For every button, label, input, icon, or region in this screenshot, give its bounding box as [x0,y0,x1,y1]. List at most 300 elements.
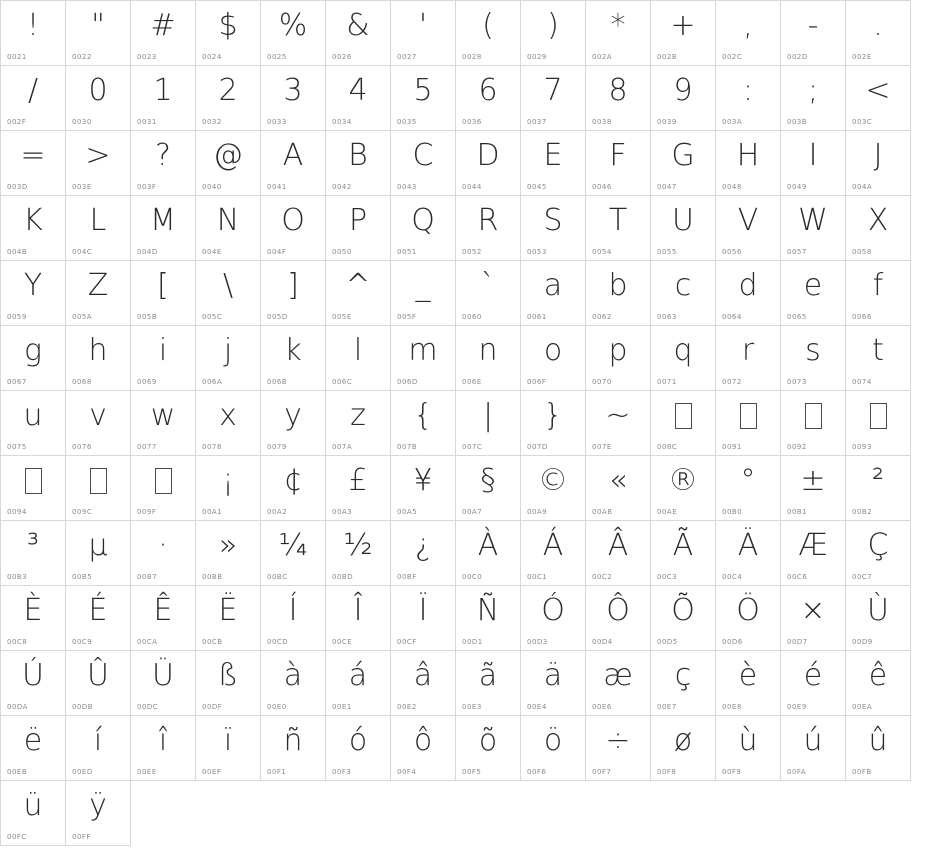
glyph-cell[interactable] [456,131,521,196]
glyph-cell[interactable] [521,391,586,456]
glyph-cell[interactable] [456,521,521,586]
glyph-cell[interactable] [846,456,911,521]
glyph-cell[interactable] [391,391,456,456]
glyph-codepoint: 00A9 [527,508,548,516]
glyph-character: y [284,398,302,433]
glyph-cell[interactable] [716,131,781,196]
glyph-codepoint: 007D [527,443,548,451]
glyph-cell[interactable] [391,586,456,651]
glyph-cell[interactable] [196,196,261,261]
glyph-codepoint: 00C6 [787,573,808,581]
glyph-cell[interactable] [716,586,781,651]
glyph-cell[interactable] [781,716,846,781]
glyph-cell[interactable] [196,521,261,586]
glyph-character: s [805,333,821,368]
glyph-cell[interactable] [456,196,521,261]
glyph-cell[interactable] [131,456,196,521]
glyph-character: * [610,8,626,43]
glyph-cell[interactable] [716,716,781,781]
glyph-cell[interactable] [196,586,261,651]
glyph-cell[interactable] [261,651,326,716]
glyph-cell[interactable] [586,651,651,716]
glyph-codepoint: 004F [267,248,287,256]
glyph-cell[interactable] [196,716,261,781]
glyph-cell[interactable] [716,391,781,456]
glyph-cell[interactable] [586,326,651,391]
glyph-cell[interactable] [131,196,196,261]
glyph-cell[interactable] [391,651,456,716]
glyph-cell[interactable] [456,66,521,131]
glyph-cell[interactable] [326,131,391,196]
glyph-codepoint: 00A3 [332,508,353,516]
glyph-cell[interactable] [846,66,911,131]
glyph-codepoint: 003F [137,183,157,191]
glyph-cell[interactable] [521,326,586,391]
glyph-cell[interactable] [846,521,911,586]
glyph-codepoint: 003B [787,118,808,126]
glyph-codepoint: 0073 [787,378,807,386]
glyph-cell[interactable] [326,716,391,781]
glyph-cell[interactable] [326,456,391,521]
glyph-cell[interactable] [66,521,131,586]
glyph-cell[interactable] [846,131,911,196]
glyph-cell[interactable] [521,586,586,651]
glyph-cell[interactable] [261,716,326,781]
glyph-cell[interactable] [1,586,66,651]
glyph-codepoint: 00AB [592,508,613,516]
glyph-character: Ù [867,593,889,628]
glyph-codepoint: 002C [722,53,743,61]
glyph-cell[interactable] [651,326,716,391]
glyph-cell[interactable] [261,261,326,326]
glyph-cell[interactable] [521,66,586,131]
glyph-cell[interactable] [716,521,781,586]
glyph-cell[interactable] [1,716,66,781]
glyph-character: : [742,73,754,108]
glyph-cell[interactable] [326,261,391,326]
glyph-cell[interactable] [586,456,651,521]
glyph-codepoint: 007C [462,443,483,451]
glyph-cell[interactable] [196,261,261,326]
glyph-codepoint: 006C [332,378,353,386]
glyph-cell[interactable] [261,196,326,261]
glyph-codepoint: 00B0 [722,508,743,516]
glyph-character: i [158,333,168,368]
glyph-cell[interactable] [66,391,131,456]
glyph-cell[interactable] [326,1,391,66]
glyph-character: ¡ [221,463,235,498]
glyph-character: G [671,138,695,173]
glyph-cell[interactable] [131,521,196,586]
glyph-cell[interactable] [651,716,716,781]
glyph-cell[interactable] [846,196,911,261]
glyph-cell[interactable] [1,1,66,66]
glyph-cell[interactable] [846,586,911,651]
glyph-cell[interactable] [651,521,716,586]
glyph-cell[interactable] [651,391,716,456]
glyph-cell[interactable] [131,66,196,131]
glyph-codepoint: 002D [787,53,808,61]
glyph-character: { [413,398,433,433]
glyph-cell[interactable] [131,326,196,391]
glyph-character: ¥ [413,463,433,498]
glyph-character: î [158,723,168,758]
glyph-character: J [873,138,883,173]
glyph-cell[interactable] [326,326,391,391]
glyph-character: ú [803,723,823,758]
glyph-cell[interactable] [326,391,391,456]
glyph-codepoint: 0069 [137,378,157,386]
glyph-cell[interactable] [521,261,586,326]
glyph-character: Ä [737,528,759,563]
glyph-cell[interactable] [586,131,651,196]
glyph-codepoint: 0067 [7,378,27,386]
glyph-cell[interactable] [1,456,66,521]
glyph-cell[interactable] [196,391,261,456]
glyph-character: Ç [867,528,889,563]
glyph-cell[interactable] [521,716,586,781]
glyph-cell[interactable] [521,131,586,196]
glyph-cell[interactable] [781,391,846,456]
glyph-cell[interactable] [326,66,391,131]
glyph-cell[interactable] [66,781,131,846]
glyph-cell[interactable] [716,326,781,391]
glyph-cell[interactable] [651,196,716,261]
glyph-cell[interactable] [66,326,131,391]
glyph-character [846,393,910,439]
glyph-character: Æ [798,528,828,563]
glyph-cell[interactable] [196,326,261,391]
glyph-cell[interactable] [456,456,521,521]
glyph-character: â [413,658,433,693]
glyph-codepoint: 00BD [332,573,354,581]
glyph-cell[interactable] [716,196,781,261]
glyph-cell[interactable] [1,261,66,326]
glyph-character: Ö [736,593,760,628]
glyph-cell[interactable] [781,261,846,326]
glyph-character: 7 [543,73,563,108]
glyph-cell[interactable] [261,326,326,391]
glyph-cell[interactable] [586,1,651,66]
glyph-character: t [872,333,884,368]
glyph-cell[interactable] [66,586,131,651]
glyph-character: | [482,398,494,433]
glyph-cell[interactable] [781,326,846,391]
glyph-character: I [808,138,818,173]
glyph-cell[interactable] [391,131,456,196]
glyph-cell[interactable] [261,131,326,196]
glyph-cell[interactable] [261,586,326,651]
glyph-character: Ë [218,593,238,628]
glyph-cell[interactable] [1,391,66,456]
glyph-cell[interactable] [586,521,651,586]
glyph-cell[interactable] [261,391,326,456]
glyph-character [131,458,195,504]
glyph-cell[interactable] [1,66,66,131]
glyph-cell[interactable] [1,196,66,261]
glyph-character: à [283,658,303,693]
glyph-codepoint: 00EF [202,768,222,776]
glyph-cell[interactable] [586,66,651,131]
glyph-cell[interactable] [261,66,326,131]
glyph-cell[interactable] [651,131,716,196]
glyph-cell[interactable] [456,716,521,781]
glyph-cell[interactable] [716,261,781,326]
glyph-character: a [543,268,563,303]
glyph-character: o [543,333,563,368]
glyph-cell[interactable] [716,1,781,66]
glyph-cell[interactable] [651,261,716,326]
glyph-cell[interactable] [846,391,911,456]
glyph-cell[interactable] [131,651,196,716]
glyph-cell[interactable] [261,456,326,521]
glyph-cell[interactable] [716,66,781,131]
glyph-character: $ [218,8,238,43]
glyph-character: l [353,333,363,368]
glyph-cell[interactable] [131,391,196,456]
glyph-codepoint: 0042 [332,183,352,191]
glyph-cell[interactable] [456,261,521,326]
glyph-cell[interactable] [326,196,391,261]
glyph-character: R [477,203,499,238]
glyph-cell[interactable] [131,586,196,651]
glyph-cell[interactable] [456,326,521,391]
glyph-codepoint: 0039 [657,118,677,126]
glyph-codepoint: 00F4 [397,768,417,776]
glyph-cell[interactable] [391,196,456,261]
glyph-character: µ [88,528,108,563]
glyph-character: Û [87,658,109,693]
glyph-codepoint: 00F8 [657,768,677,776]
glyph-cell[interactable] [651,66,716,131]
glyph-character: \ [222,268,234,303]
glyph-codepoint: 0041 [267,183,287,191]
glyph-codepoint: 005A [72,313,93,321]
glyph-codepoint: 00AE [657,508,678,516]
glyph-cell[interactable] [66,131,131,196]
glyph-cell[interactable] [456,391,521,456]
glyph-character: q [673,333,693,368]
glyph-codepoint: 005B [137,313,158,321]
glyph-character: L [89,203,107,238]
glyph-cell[interactable] [586,261,651,326]
glyph-cell[interactable] [651,456,716,521]
glyph-cell[interactable] [131,261,196,326]
glyph-cell[interactable] [1,326,66,391]
glyph-cell[interactable] [846,651,911,716]
glyph-character: ï [223,723,233,758]
glyph-character: ' [418,8,428,43]
glyph-cell[interactable] [781,456,846,521]
glyph-codepoint: 008C [657,443,678,451]
glyph-codepoint: 00A5 [397,508,418,516]
glyph-cell[interactable] [521,651,586,716]
glyph-codepoint: 0071 [657,378,677,386]
glyph-cell[interactable] [781,586,846,651]
glyph-character: A [282,138,304,173]
glyph-cell[interactable] [196,456,261,521]
glyph-character: 4 [348,73,368,108]
glyph-cell[interactable] [391,1,456,66]
glyph-character: e [803,268,823,303]
glyph-codepoint: 0091 [722,443,742,451]
glyph-cell[interactable] [131,131,196,196]
glyph-cell[interactable] [66,1,131,66]
glyph-cell[interactable] [521,456,586,521]
glyph-codepoint: 00B5 [72,573,93,581]
glyph-cell[interactable] [781,66,846,131]
glyph-cell[interactable] [781,651,846,716]
glyph-cell[interactable] [66,196,131,261]
glyph-codepoint: 003E [72,183,92,191]
glyph-cell[interactable] [781,1,846,66]
glyph-codepoint: 002B [657,53,678,61]
glyph-cell[interactable] [66,716,131,781]
glyph-cell[interactable] [456,651,521,716]
glyph-character: Ü [152,658,174,693]
glyph-cell[interactable] [391,521,456,586]
glyph-character: k [284,333,302,368]
glyph-codepoint: 00CA [137,638,158,646]
glyph-cell[interactable] [846,326,911,391]
glyph-codepoint: 00C1 [527,573,548,581]
glyph-cell[interactable] [196,66,261,131]
glyph-codepoint: 00DF [202,703,223,711]
glyph-cell[interactable] [326,586,391,651]
glyph-cell[interactable] [66,66,131,131]
glyph-cell[interactable] [391,456,456,521]
glyph-cell[interactable] [66,651,131,716]
glyph-codepoint: 0057 [787,248,807,256]
glyph-cell[interactable] [261,1,326,66]
glyph-cell[interactable] [1,131,66,196]
glyph-character: F [609,138,627,173]
glyph-codepoint: 00ED [72,768,93,776]
glyph-character: æ [603,658,633,693]
glyph-character: ç [674,658,692,693]
glyph-cell[interactable] [391,716,456,781]
glyph-cell[interactable] [586,196,651,261]
glyph-character: d [738,268,758,303]
glyph-codepoint: 0075 [7,443,27,451]
glyph-codepoint: 00CB [202,638,223,646]
glyph-character: ÷ [605,723,631,758]
glyph-character: ] [287,268,299,303]
glyph-codepoint: 006D [397,378,418,386]
glyph-codepoint: 0043 [397,183,417,191]
glyph-codepoint: 00FB [852,768,872,776]
glyph-codepoint: 00CD [267,638,289,646]
glyph-cell[interactable] [781,196,846,261]
glyph-codepoint: 00FF [72,833,91,841]
glyph-cell[interactable] [131,716,196,781]
glyph-codepoint: 005F [397,313,417,321]
glyph-cell[interactable] [196,131,261,196]
glyph-cell[interactable] [716,456,781,521]
glyph-character: # [150,8,176,43]
glyph-character: 5 [413,73,433,108]
glyph-character: á [348,658,368,693]
glyph-cell[interactable] [781,521,846,586]
glyph-cell[interactable] [66,456,131,521]
glyph-cell[interactable] [521,521,586,586]
glyph-cell[interactable] [521,1,586,66]
glyph-codepoint: 0047 [657,183,677,191]
glyph-codepoint: 0072 [722,378,742,386]
glyph-cell[interactable] [846,261,911,326]
glyph-cell[interactable] [391,66,456,131]
glyph-cell[interactable] [651,651,716,716]
glyph-character: Ê [153,593,173,628]
glyph-codepoint: 0031 [137,118,157,126]
glyph-cell[interactable] [456,586,521,651]
glyph-character: ß [217,658,239,693]
glyph-codepoint: 0030 [72,118,92,126]
glyph-character: N [216,203,240,238]
glyph-cell[interactable] [651,1,716,66]
glyph-character: Õ [671,593,695,628]
glyph-cell[interactable] [196,1,261,66]
glyph-cell[interactable] [456,1,521,66]
glyph-codepoint: 00CE [332,638,353,646]
glyph-cell[interactable] [521,196,586,261]
glyph-cell[interactable] [586,391,651,456]
glyph-cell[interactable] [196,651,261,716]
glyph-cell[interactable] [391,326,456,391]
glyph-cell[interactable] [781,131,846,196]
glyph-codepoint: 0033 [267,118,287,126]
glyph-character: × [800,593,826,628]
glyph-cell[interactable] [1,651,66,716]
glyph-cell[interactable] [1,781,66,846]
glyph-cell[interactable] [391,261,456,326]
glyph-cell[interactable] [651,586,716,651]
glyph-cell[interactable] [716,651,781,716]
glyph-codepoint: 00F5 [462,768,482,776]
glyph-codepoint: 0051 [397,248,417,256]
glyph-codepoint: 00D4 [592,638,613,646]
glyph-character: z [350,398,366,433]
glyph-cell[interactable] [586,716,651,781]
glyph-codepoint: 006A [202,378,223,386]
glyph-cell[interactable] [261,521,326,586]
glyph-codepoint: 002A [592,53,613,61]
glyph-codepoint: 00E6 [592,703,612,711]
glyph-codepoint: 003D [7,183,28,191]
glyph-codepoint: 006F [527,378,547,386]
glyph-codepoint: 0066 [852,313,872,321]
glyph-codepoint: 0021 [7,53,27,61]
glyph-character: Q [411,203,435,238]
glyph-codepoint: 0079 [267,443,287,451]
glyph-cell[interactable] [131,1,196,66]
glyph-cell[interactable] [1,521,66,586]
glyph-character: Ô [606,593,630,628]
glyph-cell[interactable] [846,1,911,66]
glyph-codepoint: 003A [722,118,743,126]
glyph-character: " [91,8,105,43]
glyph-cell[interactable] [66,261,131,326]
glyph-codepoint: 00F3 [332,768,352,776]
glyph-cell[interactable] [326,521,391,586]
glyph-character: v [89,398,107,433]
glyph-cell[interactable] [846,716,911,781]
glyph-codepoint: 00E8 [722,703,742,711]
glyph-character: } [543,398,563,433]
glyph-cell[interactable] [586,586,651,651]
glyph-character: f [872,268,884,303]
glyph-cell[interactable] [326,651,391,716]
